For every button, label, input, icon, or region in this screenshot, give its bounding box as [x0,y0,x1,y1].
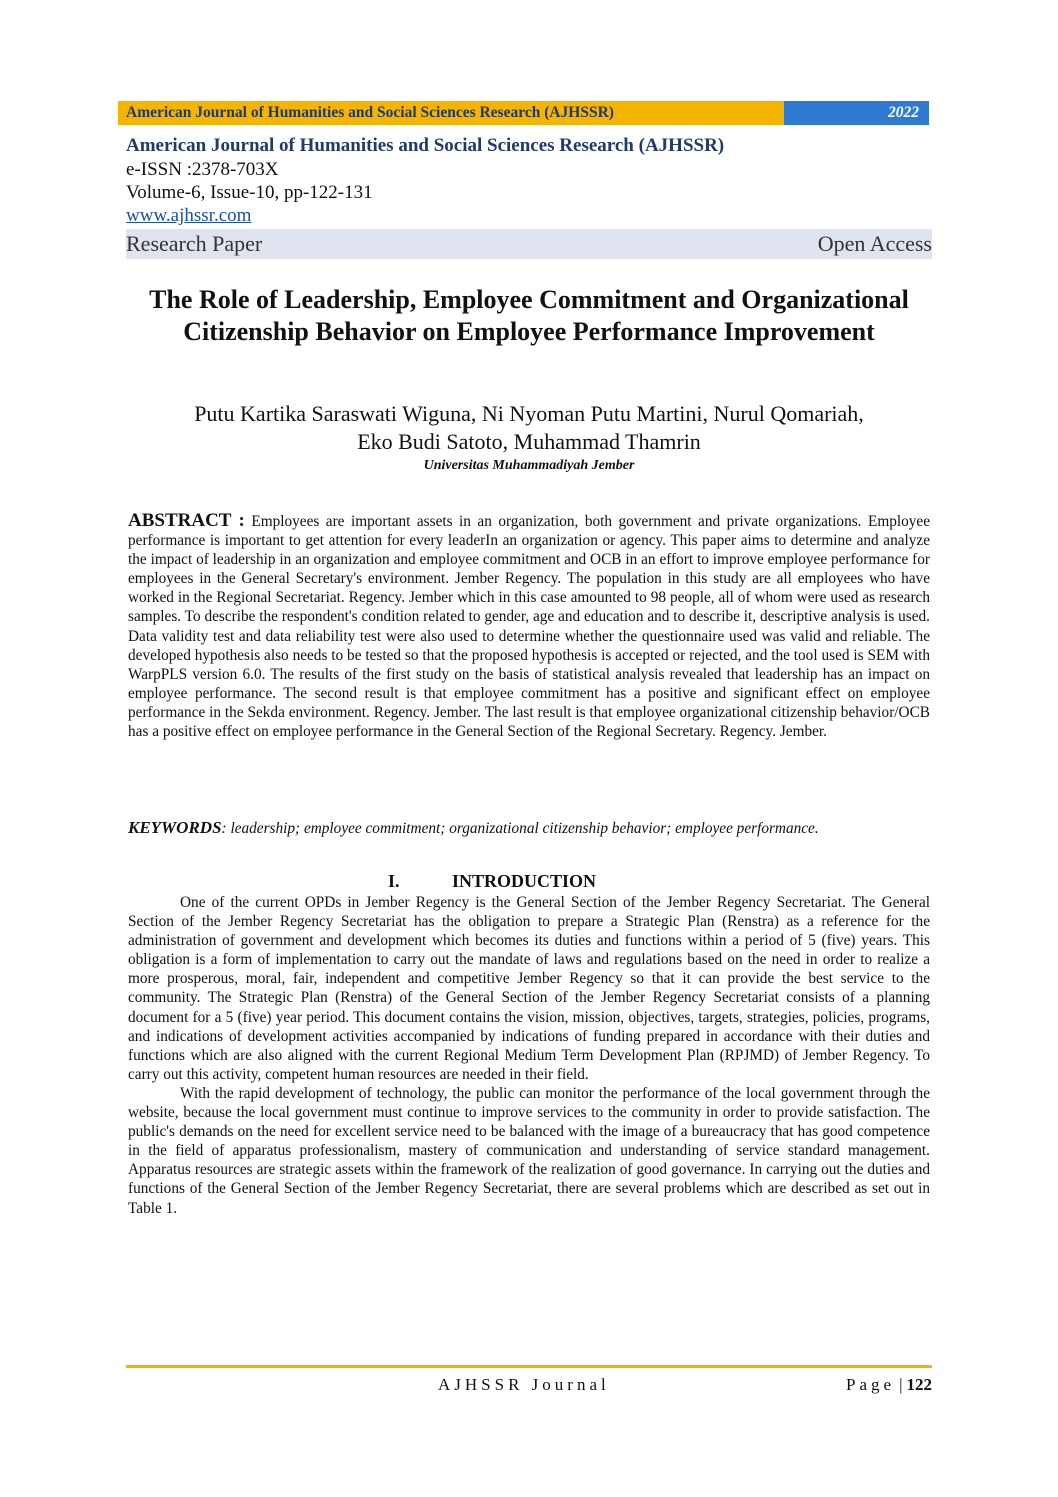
footer-divider [126,1365,932,1368]
section-number: I. [388,871,400,891]
abstract-label: ABSTRACT : [128,510,245,531]
article-type-bar [126,229,932,259]
page-footer [126,1373,932,1397]
volume-issue: Volume-6, Issue-10, pp-122-131 [126,182,373,203]
keywords-label: KEYWORDS [128,818,222,837]
keywords [128,818,930,839]
keywords-text: : leadership; employee commitment; organizational citizenship behavior; employee performance. [221,820,819,837]
footer-journal: AJHSSR Journal [438,1375,610,1394]
paper-type: Research Paper [126,231,263,256]
page-separator: | [899,1375,903,1394]
journal-website-link[interactable]: www.ajhssr.com [126,205,252,226]
running-header-journal: American Journal of Humanities and Social Sciences Research (AJHSSR) [118,101,784,125]
running-header-year: 2022 [784,101,929,125]
affiliation: Universitas Muhammadiyah Jember [423,458,635,473]
journal-info [126,134,932,259]
running-header [118,101,929,125]
access-type: Open Access [817,231,932,256]
author-list [120,400,938,456]
abstract [128,511,930,741]
page-label: Page [846,1375,896,1394]
intro-paragraph-1: One of the current OPDs in Jember Regency is the General Section of the Jember Regency Secretariat. The General Section of the Jember Regency Secretariat has the obligation to prepare a Strategic Plan (Renstra) as a reference for the administration of government and development which becomes its duties and functions within a period of 5 (five) years. This obligation is a form of implementation to carry out the mandate of laws and regulations based on the need in order to realize a more prosperous, moral, fair, independent and competitive Jember Regency so that it can provide the best service to the community. The Strategic Plan (Renstra) of the General Section of the Jember Regency Secretariat consists of a planning document for a 5 (five) year period. This document contains the vision, mission, objectives, targets, strategies, policies, programs, and indications of development activities accompanied by indications of funding prepared in accordance with their duties and functions which are also aligned with the current Regional Medium Term Development Plan (RPJMD) of Jember Regency. To carry out this activity, competent human resources are needed in their field. [128,894,930,1083]
article-title: The Role of Leadership, Employee Commitment and Organizational Citizenship Behavior on Employee Performance Improvement [149,285,909,346]
authors-line-2: Eko Budi Satoto, Muhammad Thamrin [357,429,701,454]
section-title: INTRODUCTION [452,871,597,891]
page-number: 122 [906,1375,932,1394]
abstract-text: Employees are important assets in an organization, both government and private organizations. Employee performance is important to get attention for every leaderIn an organization or agency. This paper aims to determine and analyze the impact of leadership in an organization and employee commitment and OCB in an effort to improve employee performance for employees in the General Secretary's environment. Jember Regency. The population in this study are all employees who have worked in the Regional Secretariat. Regency. Jember which in this case amounted to 98 people, all of whom were used as research samples. To describe the respondent's condition related to gender, age and education and to describe it, descriptive analysis is used. Data validity test and data reliability test were also used to determine whether the questionnaire used was valid and reliable. The developed hypothesis also needs to be tested so that the proposed hypothesis is accepted or rejected, and the tool used is SEM with WarpPLS version 6.0. The results of the first study on the basis of statistical analysis revealed that leadership has an impact on employee performance. The second result is that employee commitment has a positive and significant effect on employee performance in the Sekda environment. Regency. Jember. The last result is that employee organizational citizenship behavior/OCB has a positive effect on employee performance in the General Section of the Regional Secretary. Regency. Jember. [128,513,930,741]
footer-page-info [846,1373,932,1397]
eissn: e-ISSN :2378-703X [126,159,279,180]
journal-name: American Journal of Humanities and Social Sciences Research (AJHSSR) [126,135,725,156]
authors-line-1: Putu Kartika Saraswati Wiguna, Ni Nyoman Putu Martini, Nurul Qomariah, [194,401,864,426]
introduction-body [128,893,930,1218]
intro-paragraph-2: With the rapid development of technology, the public can monitor the performance of the local government through the website, because the local government must continue to improve services to the community in order to provide satisfaction. The public's demands on the need for excellent service need to be balanced with the image of a bureaucracy that has good competence in the field of apparatus professionalism, mastery of communication and understanding of service standard management. Apparatus resources are strategic assets within the framework of the realization of good governance. In carrying out the duties and functions of the General Section of the Jember Regency Secretariat, there are several problems which are described as set out in Table 1. [128,1084,930,1217]
